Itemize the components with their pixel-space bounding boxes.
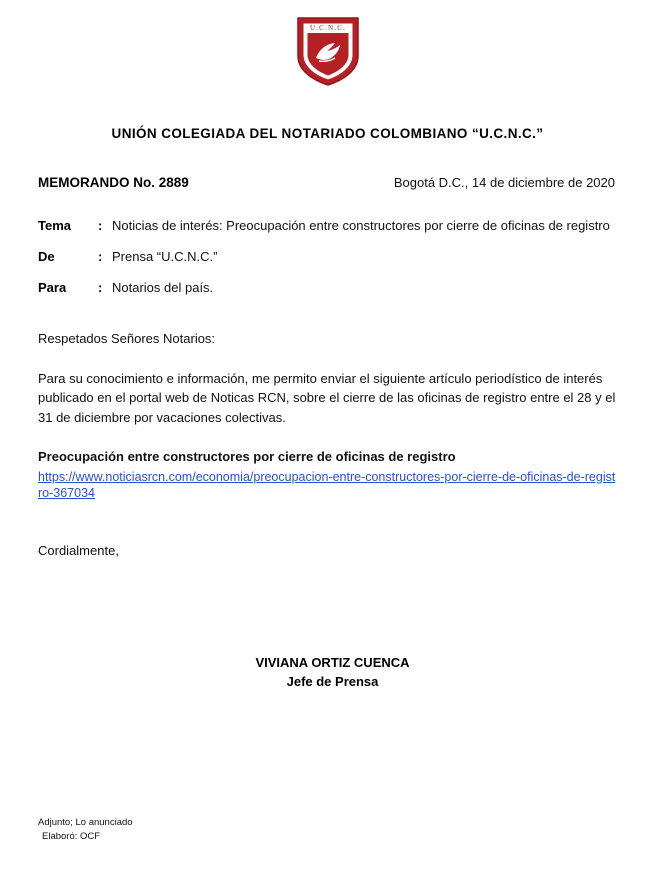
- memo-fields: [38, 218, 617, 295]
- field-colon-de: :: [98, 249, 103, 264]
- field-value-de: Prensa “U.C.N.C.”: [112, 249, 218, 264]
- svg-text:U.C.N.C.: U.C.N.C.: [309, 24, 346, 32]
- article-headline: Preocupación entre constructores por cierre de oficinas de registro: [38, 449, 456, 464]
- signature-block: [38, 654, 617, 692]
- field-label-tema: Tema: [38, 218, 71, 233]
- footer-prepared-by: Elaboró: OCF: [42, 831, 101, 843]
- signature-name: VIVIANA ORTIZ CUENCA: [255, 655, 410, 671]
- footer-attachment: Adjunto; Lo anunciado: [38, 816, 133, 828]
- field-row-de: [38, 249, 617, 264]
- article-link[interactable]: https://www.noticiasrcn.com/economia/preocupacion-entre-constructores-por-cierre-de-oficinas-de-registro-367034: [38, 469, 616, 501]
- field-colon-tema: :: [98, 218, 103, 233]
- field-value-para: Notarios del país.: [112, 280, 214, 295]
- signature-role: Jefe de Prensa: [286, 674, 379, 690]
- memo-place-date: Bogotá D.C., 14 de diciembre de 2020: [393, 175, 615, 190]
- field-row-para: [38, 280, 617, 295]
- closing-line: Cordialmente,: [38, 542, 119, 558]
- organization-title: UNIÓN COLEGIADA DEL NOTARIADO COLOMBIANO “U.C.N.C.”: [111, 126, 544, 141]
- body-paragraph: Para su conocimiento e información, me permito enviar el siguiente artículo periodístico de interés publicado en el portal web de Noticas RCN, sobre el cierre de las oficinas de registro entre el 28 y el 31 de diciembre por vacaciones colectivas.: [38, 370, 616, 425]
- memo-header-row: [38, 175, 617, 190]
- salutation: Respetados Señores Notarios:: [38, 331, 216, 346]
- memo-number: MEMORANDO No. 2889: [38, 175, 189, 190]
- memo-body: [38, 329, 617, 560]
- logo-container: [38, 0, 617, 88]
- field-label-para: Para: [38, 280, 67, 295]
- field-colon-para: :: [98, 280, 103, 295]
- field-value-tema: Noticias de interés: Preocupación entre constructores por cierre de oficinas de registro: [112, 218, 610, 233]
- document-footer: [38, 816, 133, 845]
- field-label-de: De: [38, 249, 55, 264]
- field-row-tema: [38, 218, 617, 233]
- ucnc-crest-icon: [294, 14, 362, 88]
